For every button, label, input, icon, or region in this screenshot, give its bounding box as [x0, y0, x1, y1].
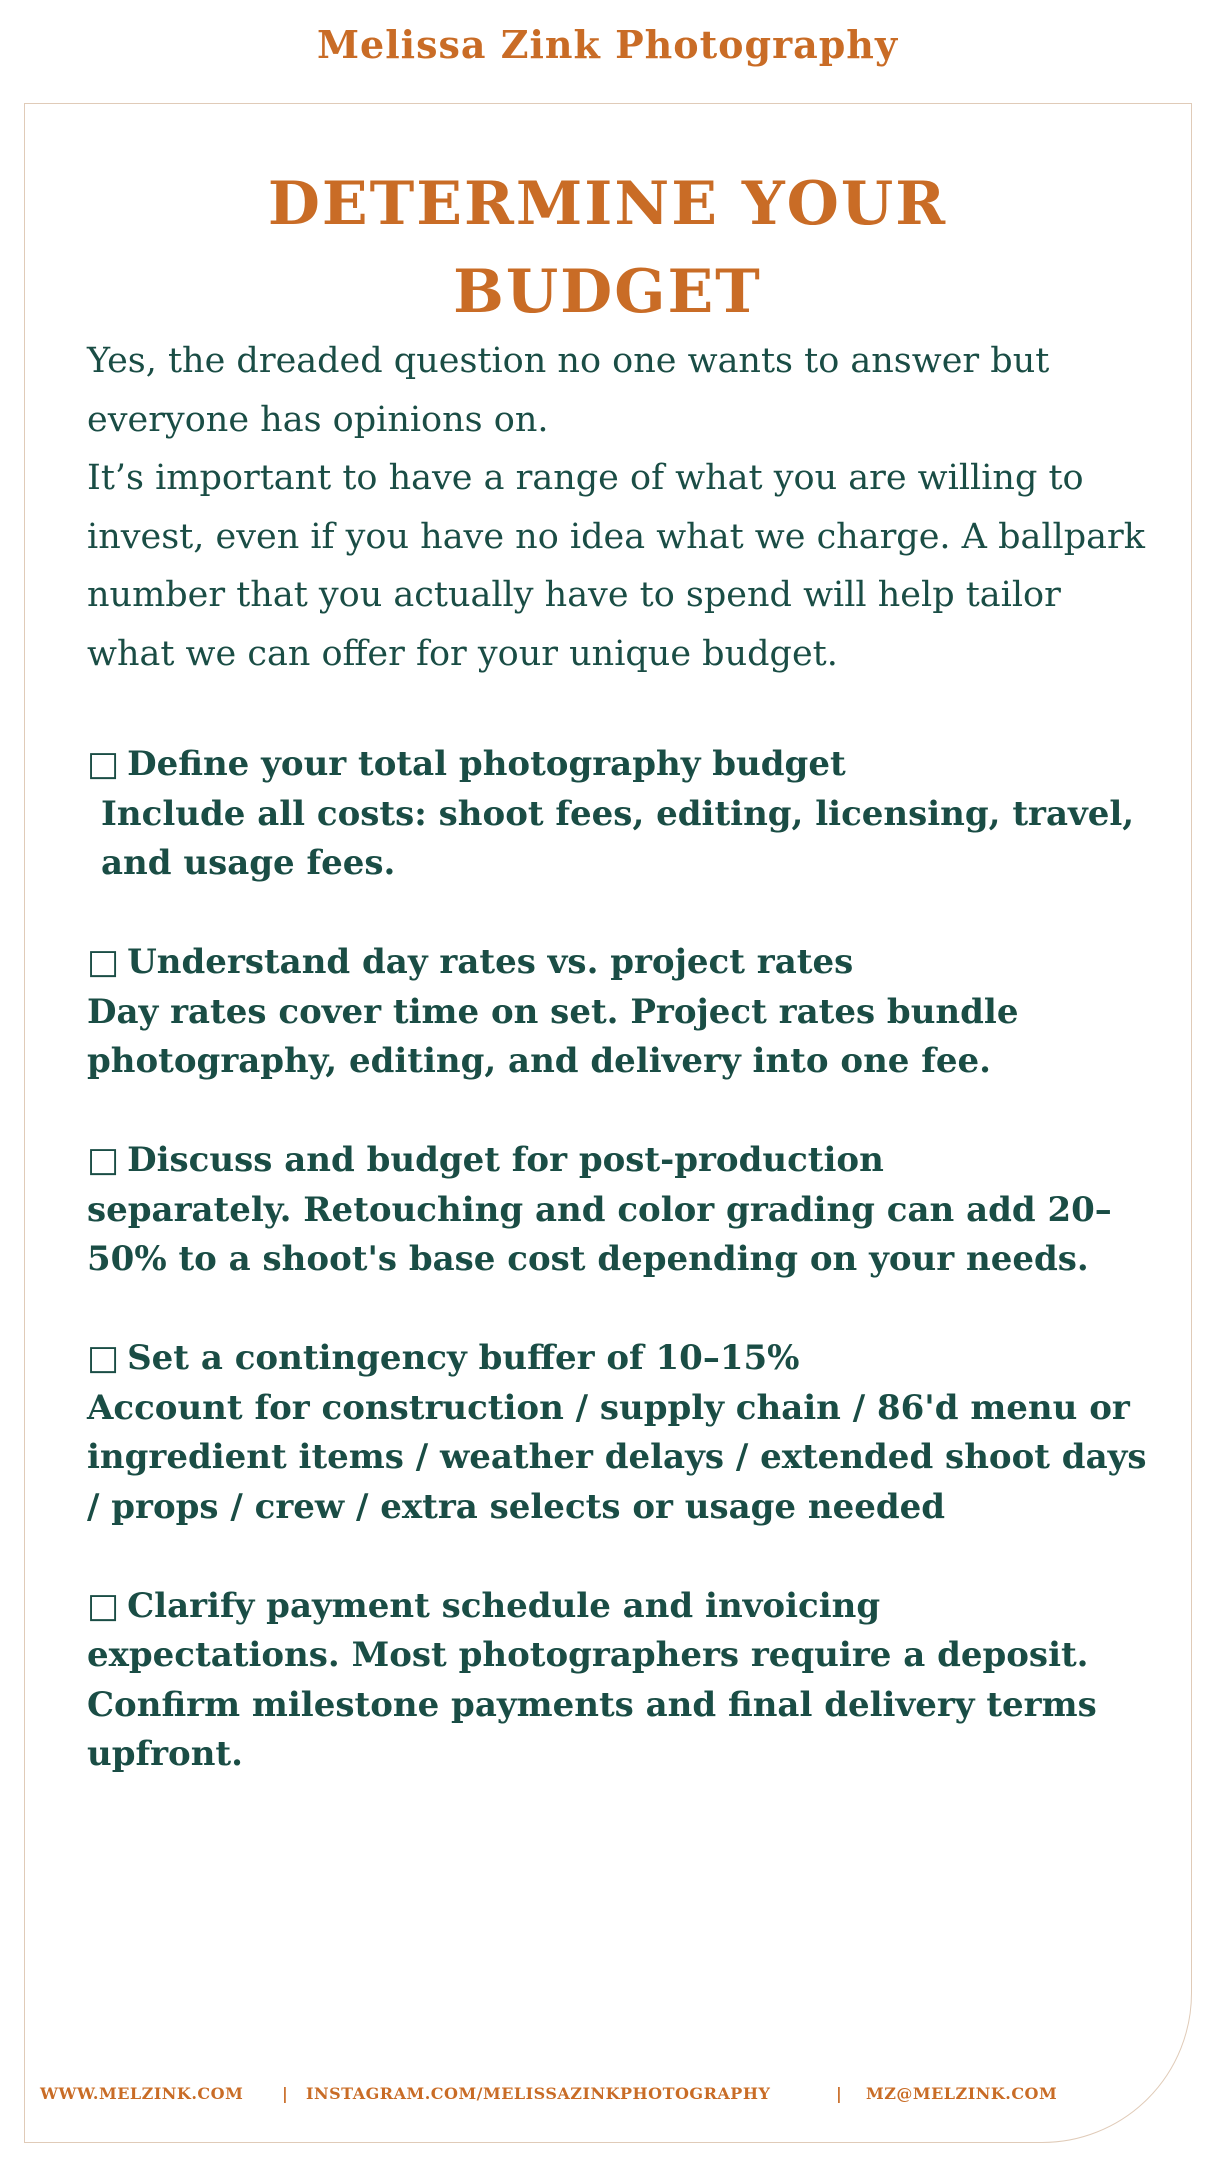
item-heading: Define your total photography budget	[127, 744, 846, 784]
checkbox-icon: □	[87, 1338, 120, 1378]
item-body: expectations. Most photographers require a deposit. Confirm milestone payments and final delivery terms upfront.	[87, 1635, 1097, 1774]
footer-separator: |	[282, 2084, 289, 2103]
item-body: Account for construction / supply chain / 86'd menu or ingredient items / weather delays / extended shoot days / props / crew / extra selects or usage needed	[87, 1387, 1147, 1527]
checkbox-icon: □	[87, 942, 120, 982]
checkbox-icon: □	[87, 1140, 120, 1180]
item-body: Include all costs: shoot fees, editing, licensing, travel, and usage fees.	[101, 793, 1135, 883]
checklist	[87, 740, 1157, 1829]
checkbox-icon: □	[87, 1585, 120, 1626]
intro-text	[87, 332, 1147, 683]
checklist-item-post-production	[87, 1136, 1157, 1285]
item-body: Day rates cover time on set. Project rates bundle photography, editing, and delivery into one fee.	[87, 991, 1019, 1081]
item-heading: Set a contingency buffer of 10–15%	[127, 1338, 800, 1378]
page-title	[0, 160, 1215, 336]
checklist-item-day-rates	[87, 938, 1157, 1087]
checklist-item-payment-schedule	[87, 1582, 1157, 1780]
website-link[interactable]: WWW.MELZINK.COM	[40, 2084, 244, 2103]
checklist-item-total-budget	[87, 740, 1157, 889]
checkbox-icon: □	[87, 744, 120, 784]
intro-paragraph-1: Yes, the dreaded question no one wants to answer but everyone has opinions on.	[87, 341, 1050, 440]
item-heading: Clarify payment schedule and invoicing	[127, 1585, 881, 1626]
intro-paragraph-2: It’s important to have a range of what you are willing to invest, even if you have no idea what we charge. A ballpark number that you actually have to spend will help tailor what we can offer for your unique budget.	[87, 458, 1145, 674]
item-heading: Understand day rates vs. project rates	[127, 942, 854, 982]
title-line-1: DETERMINE YOUR	[267, 169, 948, 239]
item-heading: Discuss and budget for post-production	[127, 1140, 884, 1180]
email-link[interactable]: MZ@MELZINK.COM	[866, 2084, 1058, 2103]
title-line-2: BUDGET	[453, 257, 762, 327]
checklist-item-contingency	[87, 1334, 1157, 1532]
brand-title: Melissa Zink Photography	[316, 22, 899, 67]
footer-separator: |	[836, 2084, 843, 2103]
instagram-link[interactable]: INSTAGRAM.COM/MELISSAZINKPHOTOGRAPHY	[306, 2084, 771, 2103]
item-body: separately. Retouching and color grading can add 20–50% to a shoot's base cost depending on your needs.	[87, 1189, 1112, 1279]
